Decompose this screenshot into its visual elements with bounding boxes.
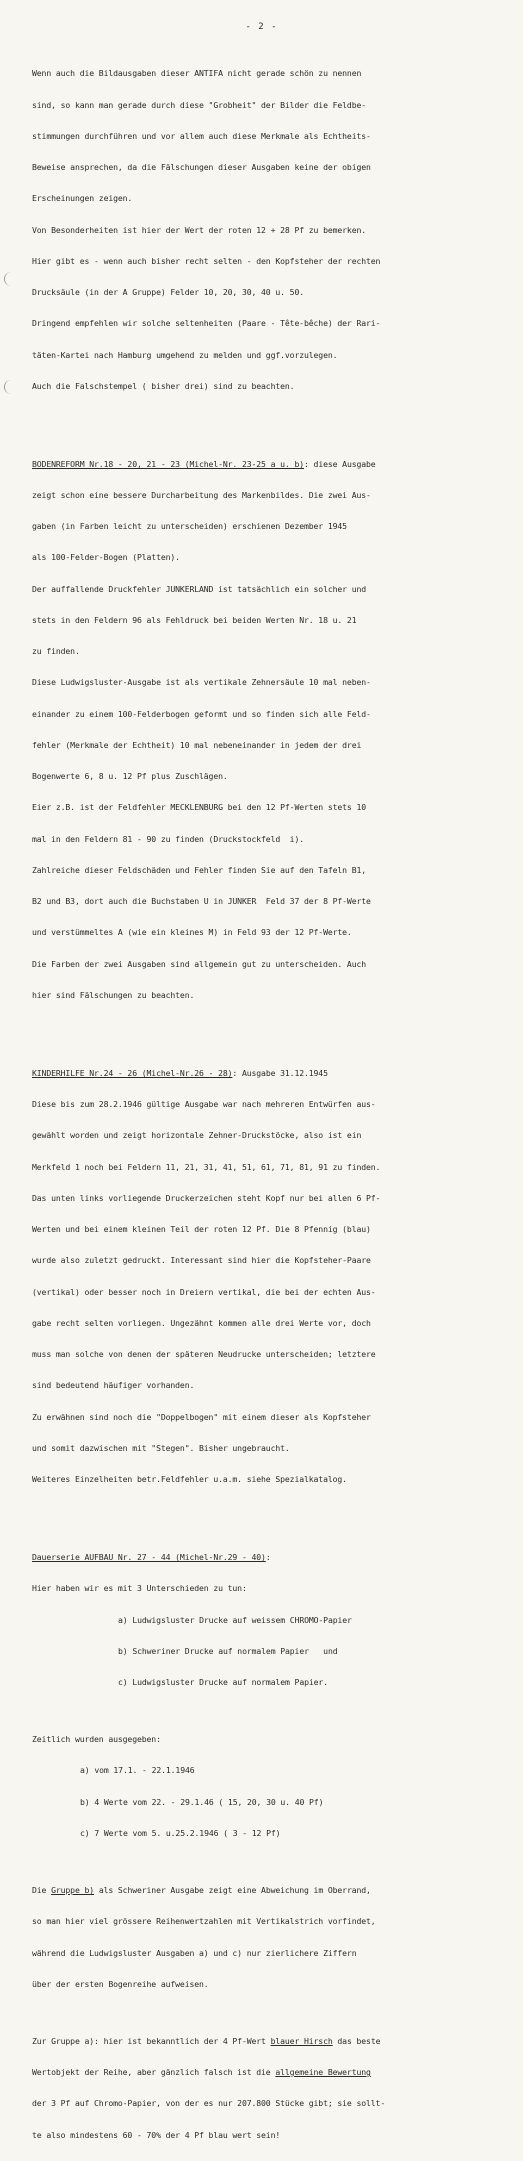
variant-item: c) Ludwigsluster Drucke auf normalem Papier.	[118, 1677, 328, 1688]
text-line: Von Besonderheiten ist hier der Wert der roten 12 + 28 Pf zu bemerken.	[32, 224, 367, 235]
text-line: Eier z.B. ist der Feldfehler MECKLENBURG bei den 12 Pf-Werten stets 10	[32, 802, 367, 813]
section-heading-aufbau: Dauerserie AUFBAU Nr. 27 - 44 (Michel-Nr.29 - 40)	[32, 1552, 266, 1563]
text-line: B2 und B3, dort auch die Buchstaben U in JUNKER Feld 37 der 8 Pf-Werte	[32, 896, 371, 907]
text-line: hier sind Fälschungen zu beachten.	[32, 989, 195, 1000]
section-heading-tail: :	[265, 1552, 271, 1563]
text-line: über der ersten Bogenreihe aufweisen.	[32, 1978, 209, 1989]
text-line: Hier haben wir es mit 3 Unterschieden zu tun:	[32, 1583, 247, 1594]
text-line	[32, 2067, 502, 2077]
punch-hole-mark	[4, 380, 12, 394]
text-line: gaben (in Farben leicht zu unterscheiden) erschienen Dezember 1945	[32, 521, 347, 532]
text-line: te also mindestens 60 - 70% der 4 Pf blau wert sein!	[32, 2129, 281, 2140]
section-heading-tail: : Ausgabe 31.12.1945	[232, 1067, 328, 1078]
text-line: Das unten links vorliegende Druckerzeichen steht Kopf nur bei allen 6 Pf-	[32, 1192, 381, 1203]
text-line: als 100-Felder-Bogen (Platten).	[32, 552, 180, 563]
page-number: - 2 -	[245, 22, 278, 32]
text-line: und verstümmeltes A (wie ein kleines M) in Feld 93 der 12 Pf-Werte.	[32, 927, 352, 938]
text-line	[32, 1885, 502, 1895]
document-body	[32, 37, 502, 2161]
text-fragment: Wertobjekt der Reihe, aber gänzlich falsch ist die	[32, 2067, 276, 2078]
text-line: sind bedeutend häufiger vorhanden.	[32, 1380, 195, 1391]
underlined-term: allgemeine Bewertung	[275, 2067, 371, 2078]
text-line: Der auffallende Druckfehler JUNKERLAND ist tatsächlich ein solcher und	[32, 583, 367, 594]
text-line: einander zu einem 100-Felderbogen geformt und so finden sich alle Feld-	[32, 708, 371, 719]
section-heading-tail: : diese Ausgabe	[304, 458, 376, 469]
section-heading-kinderhilfe: KINDERHILFE Nr.24 - 26 (Michel-Nr.26 - 28)	[32, 1067, 233, 1078]
text-line: Diese Ludwigsluster-Ausgabe ist als vertikale Zehnersäule 10 mal neben-	[32, 677, 371, 688]
text-fragment: das beste	[332, 2035, 381, 2046]
text-line: Erscheinungen zeigen.	[32, 193, 133, 204]
variant-item: b) Schweriner Drucke auf normalem Papier und	[118, 1645, 338, 1656]
text-fragment: Zur Gruppe a): hier ist bekanntlich der 4 Pf-Wert	[32, 2035, 271, 2046]
text-line: muss man solche von denen der späteren Neudrucke unterscheiden; letztere	[32, 1349, 376, 1360]
text-line: (vertikal) oder besser noch in Dreiern vertikal, die bei der echten Aus-	[32, 1286, 376, 1297]
text-line: Bogenwerte 6, 8 u. 12 Pf plus Zuschlägen.	[32, 771, 228, 782]
text-line: wurde also zuletzt gedruckt. Interessant sind hier die Kopfsteher-Paare	[32, 1255, 371, 1266]
variant-item: a) Ludwigsluster Drucke auf weissem CHROMO-Papier	[118, 1614, 352, 1625]
date-item: c) 7 Werte vom 5. u.25.2.1946 ( 3 - 12 Pf)	[80, 1827, 281, 1838]
text-line: während die Ludwigsluster Ausgaben a) und c) nur zierlichere Ziffern	[32, 1947, 357, 1958]
text-line: fehler (Merkmale der Echtheit) 10 mal nebeneinander in jedem der drei	[32, 739, 362, 750]
text-line: Zu erwähnen sind noch die "Doppelbogen" mit einem dieser als Kopfsteher	[32, 1411, 371, 1422]
text-line: Beweise ansprechen, da die Fälschungen dieser Ausgaben keine der obigen	[32, 162, 371, 173]
text-line: mal in den Feldern 81 - 90 zu finden (Druckstockfeld i).	[32, 833, 304, 844]
text-line: Werten und bei einem kleinen Teil der roten 12 Pf. Die 8 Pfennig (blau)	[32, 1224, 371, 1235]
section-heading-line	[32, 459, 502, 469]
text-line: sind, so kann man gerade durch diese "Grobheit" der Bilder die Feldbe-	[32, 99, 367, 110]
section-heading-bodenreform: BODENREFORM Nr.18 - 20, 21 - 23 (Michel-Nr. 23-25 a u. b)	[32, 458, 304, 469]
text-line: Drucksäule (in der A Gruppe) Felder 10, 20, 30, 40 u. 50.	[32, 287, 304, 298]
text-line: Hier gibt es - wenn auch bisher recht selten - den Kopfsteher der rechten	[32, 255, 381, 266]
section-heading-line	[32, 1552, 502, 1562]
underlined-term: blauer Hirsch	[270, 2035, 333, 2046]
text-line	[32, 2036, 502, 2046]
text-line: täten-Kartei nach Hamburg umgehend zu melden und ggf.vorzulegen.	[32, 349, 338, 360]
text-line: so man hier viel grössere Reihenwertzahlen mit Vertikalstrich vorfindet,	[32, 1916, 376, 1927]
text-line: Merkfeld 1 noch bei Feldern 11, 21, 31, 41, 51, 61, 71, 81, 91 zu finden.	[32, 1161, 381, 1172]
punch-hole-mark	[4, 272, 12, 286]
text-line: Zeitlich wurden ausgegeben:	[32, 1734, 161, 1745]
text-line: und somit dazwischen mit "Stegen". Bisher ungebraucht.	[32, 1442, 290, 1453]
text-line: Zahlreiche dieser Feldschäden und Fehler finden Sie auf den Tafeln B1,	[32, 864, 367, 875]
text-line: Die Farben der zwei Ausgaben sind allgemein gut zu unterscheiden. Auch	[32, 958, 367, 969]
text-line: gewählt worden und zeigt horizontale Zehner-Druckstöcke, also ist ein	[32, 1130, 362, 1141]
date-item: b) 4 Werte vom 22. - 29.1.46 ( 15, 20, 30 u. 40 Pf)	[80, 1796, 324, 1807]
date-item: a) vom 17.1. - 22.1.1946	[80, 1765, 195, 1776]
text-line: stimmungen durchführen und vor allem auch diese Merkmale als Echtheits-	[32, 130, 371, 141]
section-heading-line	[32, 1068, 502, 1078]
text-line: Weiteres Einzelheiten betr.Feldfehler u.a.m. siehe Spezialkatalog.	[32, 1474, 347, 1485]
text-line: Dringend empfehlen wir solche seltenheiten (Paare - Tête-bêche) der Rari-	[32, 318, 381, 329]
text-line: der 3 Pf auf Chromo-Papier, von der es nur 207.800 Stücke gibt; sie sollt-	[32, 2098, 386, 2109]
text-line: zeigt schon eine bessere Durcharbeitung des Markenbildes. Die zwei Aus-	[32, 489, 371, 500]
text-line: zu finden.	[32, 646, 80, 657]
text-line: stets in den Feldern 96 als Fehldruck bei beiden Werten Nr. 18 u. 21	[32, 614, 357, 625]
text-line: Auch die Falschstempel ( bisher drei) sind zu beachten.	[32, 380, 295, 391]
text-line: Diese bis zum 28.2.1946 gültige Ausgabe war nach mehreren Entwürfen aus-	[32, 1099, 376, 1110]
text-line: gabe recht selten vorliegen. Ungezähnt kommen alle drei Werte vor, doch	[32, 1317, 371, 1328]
text-fragment: als Schweriner Ausgabe zeigt eine Abweichung im Oberrand,	[94, 1885, 371, 1896]
underlined-term: Gruppe b)	[51, 1885, 95, 1896]
text-fragment: Die	[32, 1885, 52, 1896]
text-line: Wenn auch die Bildausgaben dieser ANTIFA nicht gerade schön zu nennen	[32, 68, 362, 79]
